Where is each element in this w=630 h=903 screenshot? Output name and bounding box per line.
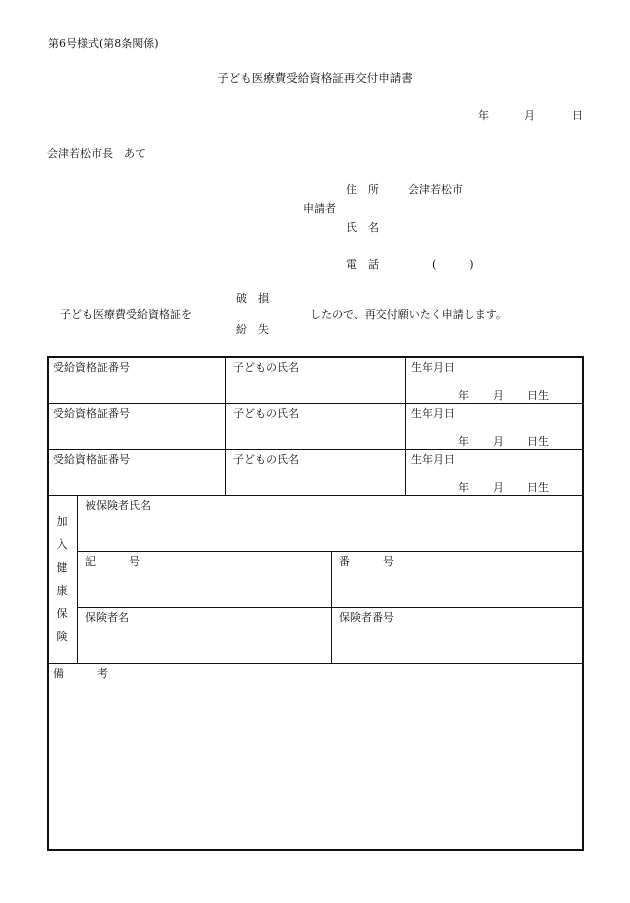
insurer-number-label: 保険者番号 [339,611,394,624]
insurer-name-label: 保険者名 [85,611,129,624]
phone-parens: ( ) [432,258,474,271]
child-name-label: 子どもの氏名 [233,361,299,374]
dob-month: 月 [493,435,504,448]
insured-name-label: 被保険者氏名 [85,499,151,512]
dob-year: 年 [458,389,469,402]
dob-year: 年 [458,435,469,448]
cert-number-label: 受給資格証番号 [53,407,130,420]
child-name-label: 子どもの氏名 [233,407,299,420]
address-value: 会津若松市 [408,183,463,196]
form-number: 第6号様式(第8条関係) [48,37,159,50]
date-year: 年 [478,109,489,122]
form-title: 子ども医療費受給資格証再交付申請書 [217,71,413,85]
addressee: 会津若松市長 あて [47,147,146,160]
cert-number-label: 受給資格証番号 [53,453,130,466]
insurance-side-char: 健 [56,561,68,574]
dob-month: 月 [493,389,504,402]
child-name-label: 子どもの氏名 [233,453,299,466]
remarks-label: 備 考 [53,667,108,680]
dob-label: 生年月日 [411,361,455,374]
dob-label: 生年月日 [411,407,455,420]
option-damaged: 破 損 [236,292,269,305]
insurance-side-char: 入 [56,538,68,551]
insurance-side-char: 康 [56,584,68,597]
insurance-side-char: 加 [56,515,68,528]
date-day: 日 [572,109,583,122]
phone-label: 電 話 [346,258,379,271]
dob-day: 日生 [527,389,549,402]
statement-suffix: したので、再交付願いたく申請します。 [310,308,507,321]
name-label: 氏 名 [346,221,379,234]
number-label: 番 号 [339,555,394,568]
statement-prefix: 子ども医療費受給資格証を [60,308,192,321]
cert-number-label: 受給資格証番号 [53,361,130,374]
applicant-label: 申請者 [303,202,336,215]
date-month: 月 [524,109,535,122]
address-label: 住 所 [346,183,379,196]
insurance-side-char: 険 [56,630,68,643]
dob-month: 月 [493,481,504,494]
dob-label: 生年月日 [411,453,455,466]
dob-day: 日生 [527,481,549,494]
insurance-side-char: 保 [56,607,68,620]
option-lost: 紛 失 [236,323,269,336]
application-table [47,356,584,851]
symbol-label: 記 号 [85,555,140,568]
dob-day: 日生 [527,435,549,448]
dob-year: 年 [458,481,469,494]
